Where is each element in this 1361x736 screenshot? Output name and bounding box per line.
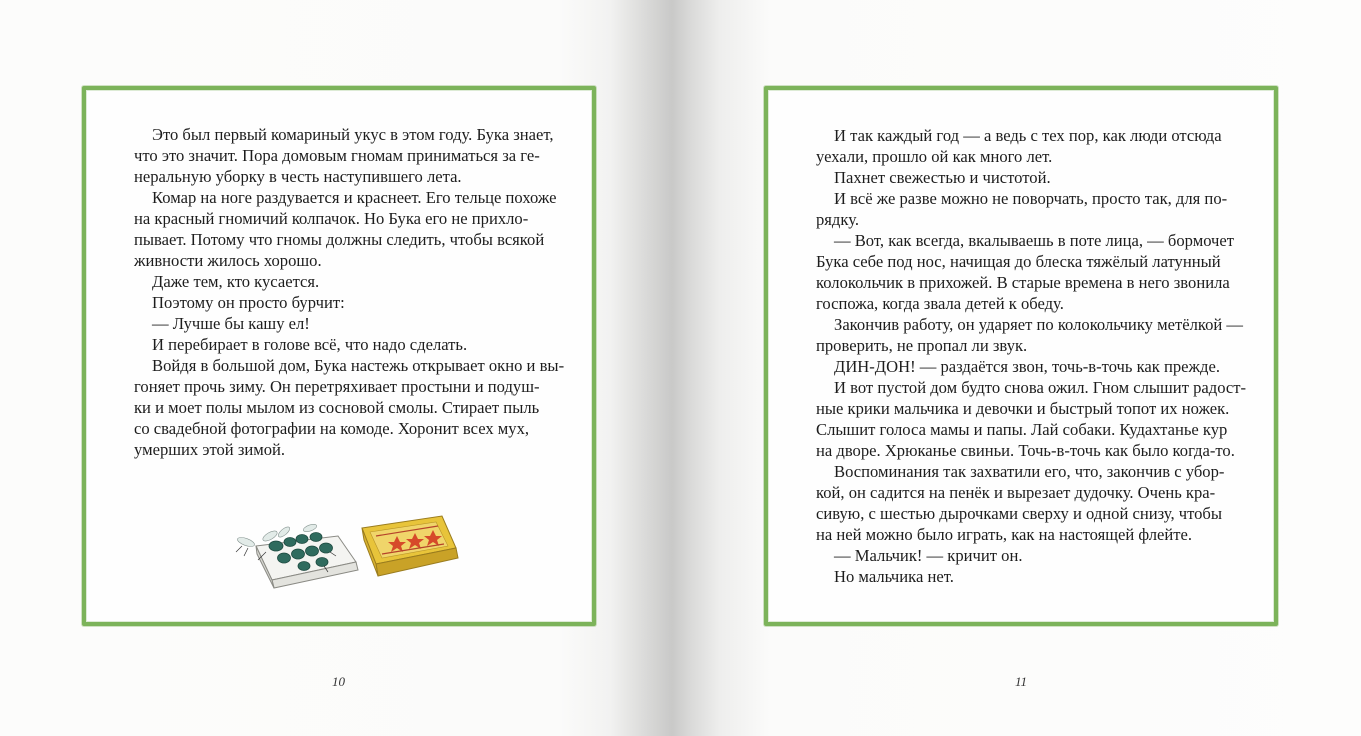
text-line: И перебирает в голове всё, что надо сделать. [152, 335, 468, 354]
text-line: Слышит голоса мамы и папы. Лай собаки. Кудахтанье кур [816, 420, 1228, 439]
text-line: умерших этой зимой. [134, 440, 286, 459]
text-line: И вот пустой дом будто снова ожил. Гном слышит радост- [834, 378, 1247, 397]
right-page-text [816, 125, 1247, 587]
text-line: Войдя в большой дом, Бука настежь открывает окно и вы- [152, 356, 565, 375]
text-line: живности жилось хорошо. [134, 251, 322, 270]
text-line: ки и моет полы мылом из сосновой смолы. Стирает пыль [134, 398, 540, 417]
text-line: на дворе. Хрюканье свиньи. Точь-в-точь как было когда-то. [816, 441, 1235, 460]
text-line: сивую, с шестью дырочками сверху и одной снизу, чтобы [816, 504, 1223, 523]
text-line: уехали, прошло ой как много лет. [816, 147, 1053, 166]
text-line: — Вот, как всегда, вкалываешь в поте лица, — бормочет [834, 231, 1235, 250]
text-line: И всё же разве можно не поворчать, просто так, для по- [834, 189, 1228, 208]
text-line: на ней можно было играть, как на настоящей флейте. [816, 525, 1193, 544]
text-line: Бука себе под нос, начищая до блеска тяжёлый латунный [816, 252, 1221, 271]
matchbox-flies-illustration [226, 506, 462, 592]
text-line: пывает. Потому что гномы должны следить, чтобы всякой [134, 230, 545, 249]
text-line: Это был первый комариный укус в этом году. Бука знает, [152, 125, 554, 144]
text-line: кой, он садится на пенёк и вырезает дудочку. Очень кра- [816, 483, 1216, 502]
text-line: И так каждый год — а ведь с тех пор, как люди отсюда [834, 126, 1222, 145]
text-line: — Лучше бы кашу ел! [152, 314, 310, 333]
text-line: Закончив работу, он ударяет по колокольчику метёлкой — [834, 315, 1243, 334]
left-page-text [134, 124, 565, 460]
text-line: рядку. [816, 210, 859, 229]
text-line: Даже тем, кто кусается. [152, 272, 320, 291]
text-line: гоняет прочь зиму. Он перетряхивает простыни и подуш- [134, 377, 540, 396]
text-line: со свадебной фотографии на комоде. Хоронит всех мух, [134, 419, 530, 438]
text-line: проверить, не пропал ли звук. [816, 336, 1028, 355]
text-line: Пахнет свежестью и чистотой. [834, 168, 1051, 187]
text-line: — Мальчик! — кричит он. [834, 546, 1023, 565]
text-line: Воспоминания так захватили его, что, закончив с убор- [834, 462, 1225, 481]
text-line: на красный гномичий колпачок. Но Бука его не прихло- [134, 209, 529, 228]
text-line: Но мальчика нет. [834, 567, 954, 586]
text-line: колокольчик в прихожей. В старые времена в него звонила [816, 273, 1230, 292]
text-line: Поэтому он просто бурчит: [152, 293, 345, 312]
text-line: неральную уборку в честь наступившего лета. [134, 167, 462, 186]
text-line: Комар на ноге раздувается и краснеет. Его тельце похоже [152, 188, 557, 207]
text-line: что это значит. Пора домовым гномам приниматься за ге- [134, 146, 540, 165]
text-line: ные крики мальчика и девочки и быстрый топот их ножек. [816, 399, 1230, 418]
text-line: госпожа, когда звала детей к обеду. [816, 294, 1064, 313]
page-number-left: 10 [332, 674, 345, 689]
page-number-right: 11 [1015, 674, 1028, 689]
text-line: ДИН-ДОН! — раздаётся звон, точь-в-точь как прежде. [834, 357, 1220, 376]
